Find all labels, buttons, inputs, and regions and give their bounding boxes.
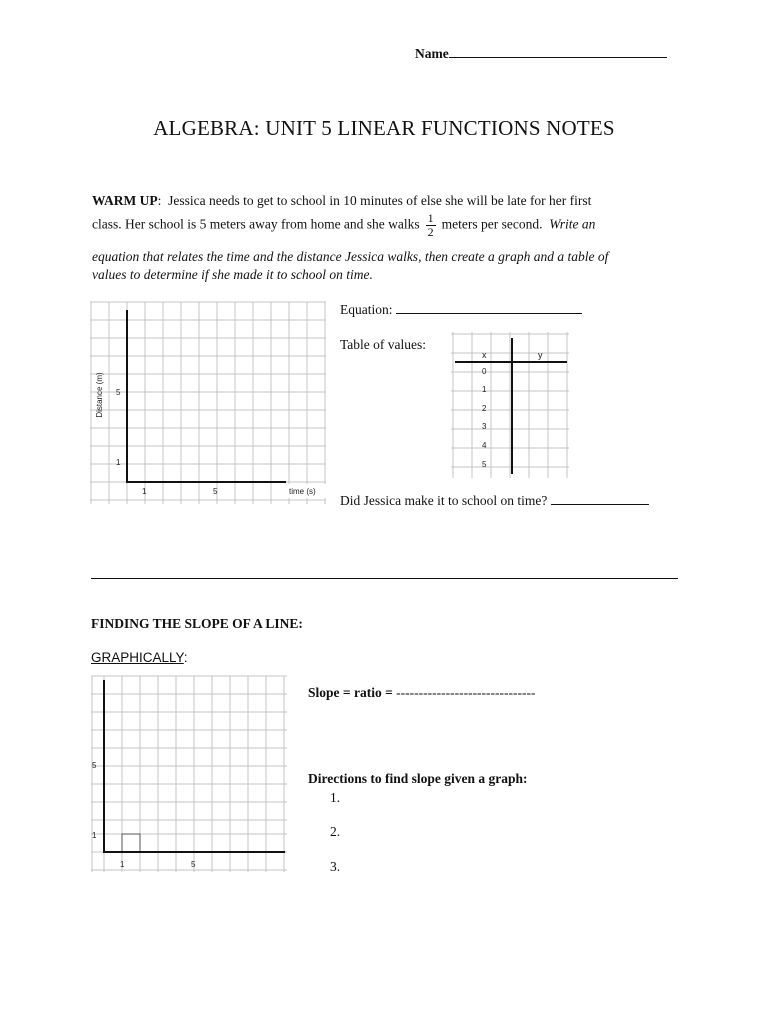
step-3: 3. — [330, 859, 341, 874]
y-axis-label: Distance (m) — [95, 372, 104, 418]
table-x-3: 3 — [482, 422, 487, 431]
graphically-label: GRAPHICALLY — [91, 650, 184, 665]
fraction-numerator: 1 — [427, 211, 434, 225]
table-x-2: 2 — [482, 404, 487, 413]
ontime-question — [340, 492, 649, 510]
table-x-1: 1 — [482, 385, 487, 394]
table-label: Table of values: — [340, 337, 427, 352]
half-fraction — [426, 212, 436, 239]
warmup-line-3: equation that relates the time and the distance Jessica walks, then create a graph and a table of — [92, 249, 609, 264]
graphically-subheading — [91, 650, 188, 665]
graph2-grid — [91, 676, 287, 872]
graph2-y-tick-5: 5 — [92, 761, 97, 770]
name-field[interactable] — [415, 46, 667, 62]
step-1: 1. — [330, 790, 341, 805]
graph-grid — [90, 302, 326, 504]
warmup-label: WARM UP — [92, 193, 158, 208]
slope-heading: FINDING THE SLOPE OF A LINE: — [91, 616, 303, 631]
table-x-4: 4 — [482, 441, 487, 450]
equation-label: Equation: — [340, 302, 393, 317]
warmup-colon: : — [157, 193, 169, 208]
slope-directions-heading: Directions to find slope given a graph: — [308, 771, 528, 786]
equation-row — [340, 301, 582, 319]
warmup-line-1 — [92, 192, 692, 210]
table-of-values[interactable] — [451, 332, 569, 478]
warmup-text-1: Jessica needs to get to school in 10 minutes of else she will be late for her first — [168, 193, 592, 208]
warmup-italic-start: Write an — [549, 216, 596, 232]
slope-ratio-dashes: ------------------------------- — [396, 685, 536, 700]
name-label: Name — [415, 46, 449, 61]
slope-ratio-label: Slope = ratio = — [308, 685, 397, 700]
unit-square — [122, 834, 140, 852]
name-blank[interactable] — [449, 57, 667, 58]
y-tick-5: 5 — [116, 388, 121, 397]
table-col-x: x — [482, 350, 487, 360]
table-x-0: 0 — [482, 367, 487, 376]
equation-blank[interactable] — [396, 313, 582, 314]
table-col-y: y — [538, 350, 543, 360]
page-title: ALGEBRA: UNIT 5 LINEAR FUNCTIONS NOTES — [153, 116, 615, 140]
table-x-5: 5 — [482, 460, 487, 469]
warmup-text-2a: class. Her school is 5 meters away from home and she walks — [92, 216, 420, 232]
table-grid — [451, 332, 569, 478]
graphically-colon: : — [183, 650, 188, 665]
ontime-answer-blank[interactable] — [551, 504, 649, 505]
graph2-y-tick-1: 1 — [92, 831, 97, 840]
x-tick-1: 1 — [142, 487, 147, 496]
warmup-line-4: values to determine if she made it to school on time. — [92, 267, 373, 282]
ontime-question-text: Did Jessica make it to school on time? — [340, 493, 548, 508]
slope-graph[interactable] — [91, 674, 291, 874]
warmup-graph[interactable] — [90, 300, 326, 506]
section-divider — [91, 578, 678, 579]
step-2: 2. — [330, 824, 341, 839]
slope-ratio — [308, 685, 536, 701]
warmup-text-2b: meters per second. — [441, 216, 543, 232]
graph2-x-tick-5: 5 — [191, 860, 196, 869]
graph2-x-tick-1: 1 — [120, 860, 125, 869]
warmup-line-2 — [92, 212, 732, 239]
x-axis-label: time (s) — [289, 487, 316, 496]
y-tick-1: 1 — [116, 458, 121, 467]
x-tick-5: 5 — [213, 487, 218, 496]
fraction-denominator: 2 — [427, 225, 434, 239]
